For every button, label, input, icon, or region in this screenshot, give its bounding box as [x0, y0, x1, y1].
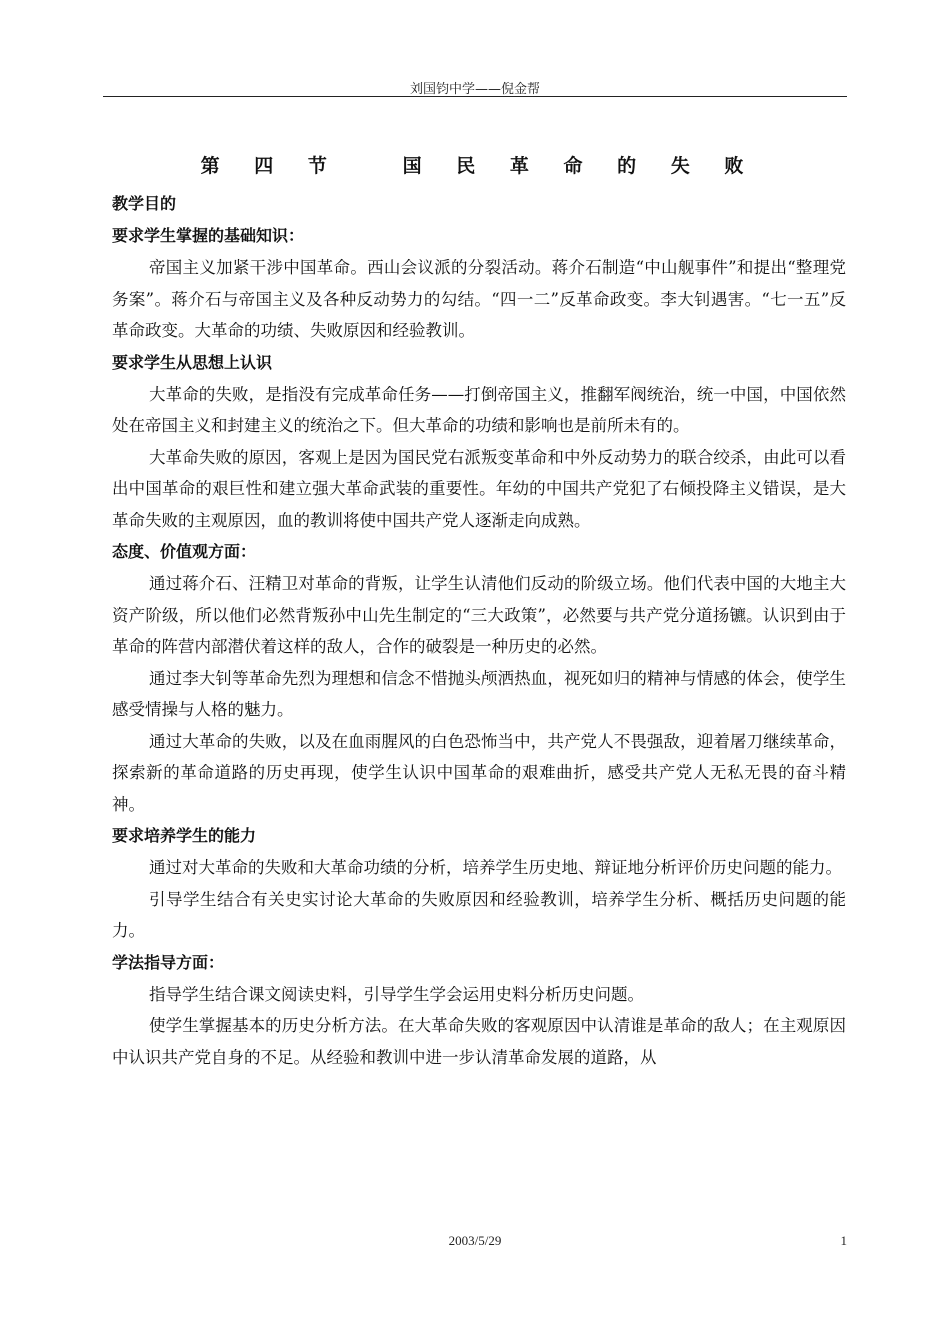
paragraph: 引导学生结合有关史实讨论大革命的失败原因和经验教训，培养学生分析、概括历史问题的能力。: [112, 889, 846, 940]
heading-ideological-understanding: 要求学生从思想上认识: [112, 352, 273, 372]
paragraph: 通过李大钊等革命先烈为理想和信念不惜抛头颅洒热血，视死如归的精神与情感的体会，使学生感受情操与人格的魅力。: [112, 668, 846, 719]
heading-ability-training: 要求培养学生的能力: [112, 826, 257, 845]
footer-date: 2003/5/29: [448, 1233, 502, 1248]
paragraph: 大革命的失败，是指没有完成革命任务——打倒帝国主义，推翻军阀统治，统一中国，中国依然处在帝国主义和封建主义的统治之下。但大革命的功绩和影响也是前所未有的。: [112, 384, 846, 435]
heading-study-method: 学法指导方面：: [112, 952, 225, 972]
paragraph: 使学生掌握基本的历史分析方法。在大革命失败的客观原因中认清谁是革命的敌人；在主观原因中认识共产党自身的不足。从经验和教训中进一步认清革命发展的道路，从: [112, 1016, 846, 1067]
paragraph: 大革命失败的原因，客观上是因为国民党右派叛变革命和中外反动势力的联合绞杀，由此可以看出中国革命的艰巨性和建立强大革命武装的重要性。年幼的中国共产党犯了右倾投降主义错误，是大革命失败的主观原因，血的教训将使中国共产党人逐渐走向成熟。: [112, 447, 846, 530]
paragraph: 通过对大革命的失败和大革命功绩的分析，培养学生历史地、辩证地分析评价历史问题的能力。: [149, 858, 842, 877]
document-body: [112, 148, 846, 1073]
page-header: 刘国钧中学——倪金帮: [409, 82, 540, 97]
paragraph: 指导学生结合课文阅读史料，引导学生学会运用史料分析历史问题。: [149, 984, 644, 1004]
paragraph: 通过蒋介石、汪精卫对革命的背叛，让学生认清他们反动的阶级立场。他们代表中国的大地主大资产阶级，所以他们必然背叛孙中山先生制定的“三大政策”，必然要与共产党分道扬镳。认识到由于革命的阵营内部潜伏着这样的敌人，合作的破裂是一种历史的必然。: [112, 574, 846, 656]
heading-attitude-values: 态度、价值观方面：: [112, 542, 257, 561]
paragraph: 帝国主义加紧干涉中国革命。西山会议派的分裂活动。蒋介石制造“中山舰事件”和提出“整理党务案”。蒋介石与帝国主义及各种反动势力的勾结。“四一二”反革命政变。李大钊遇害。“七一五”反革命政变。大革命的功绩、失败原因和经验教训。: [112, 258, 846, 340]
heading-teaching-goals: 教学目的: [112, 194, 177, 213]
heading-basic-knowledge: 要求学生掌握的基础知识：: [112, 226, 305, 245]
paragraph: 通过大革命的失败，以及在血雨腥风的白色恐怖当中，共产党人不畏强敌，迎着屠刀继续革命，探索新的革命道路的历史再现，使学生认识中国革命的艰难曲折，感受共产党人无私无畏的奋斗精神。: [112, 731, 846, 814]
section-title: 第 四 节 国 民 革 命 的 失 败: [200, 155, 758, 177]
page-number: 1: [840, 1233, 847, 1248]
header-divider: [103, 96, 847, 97]
